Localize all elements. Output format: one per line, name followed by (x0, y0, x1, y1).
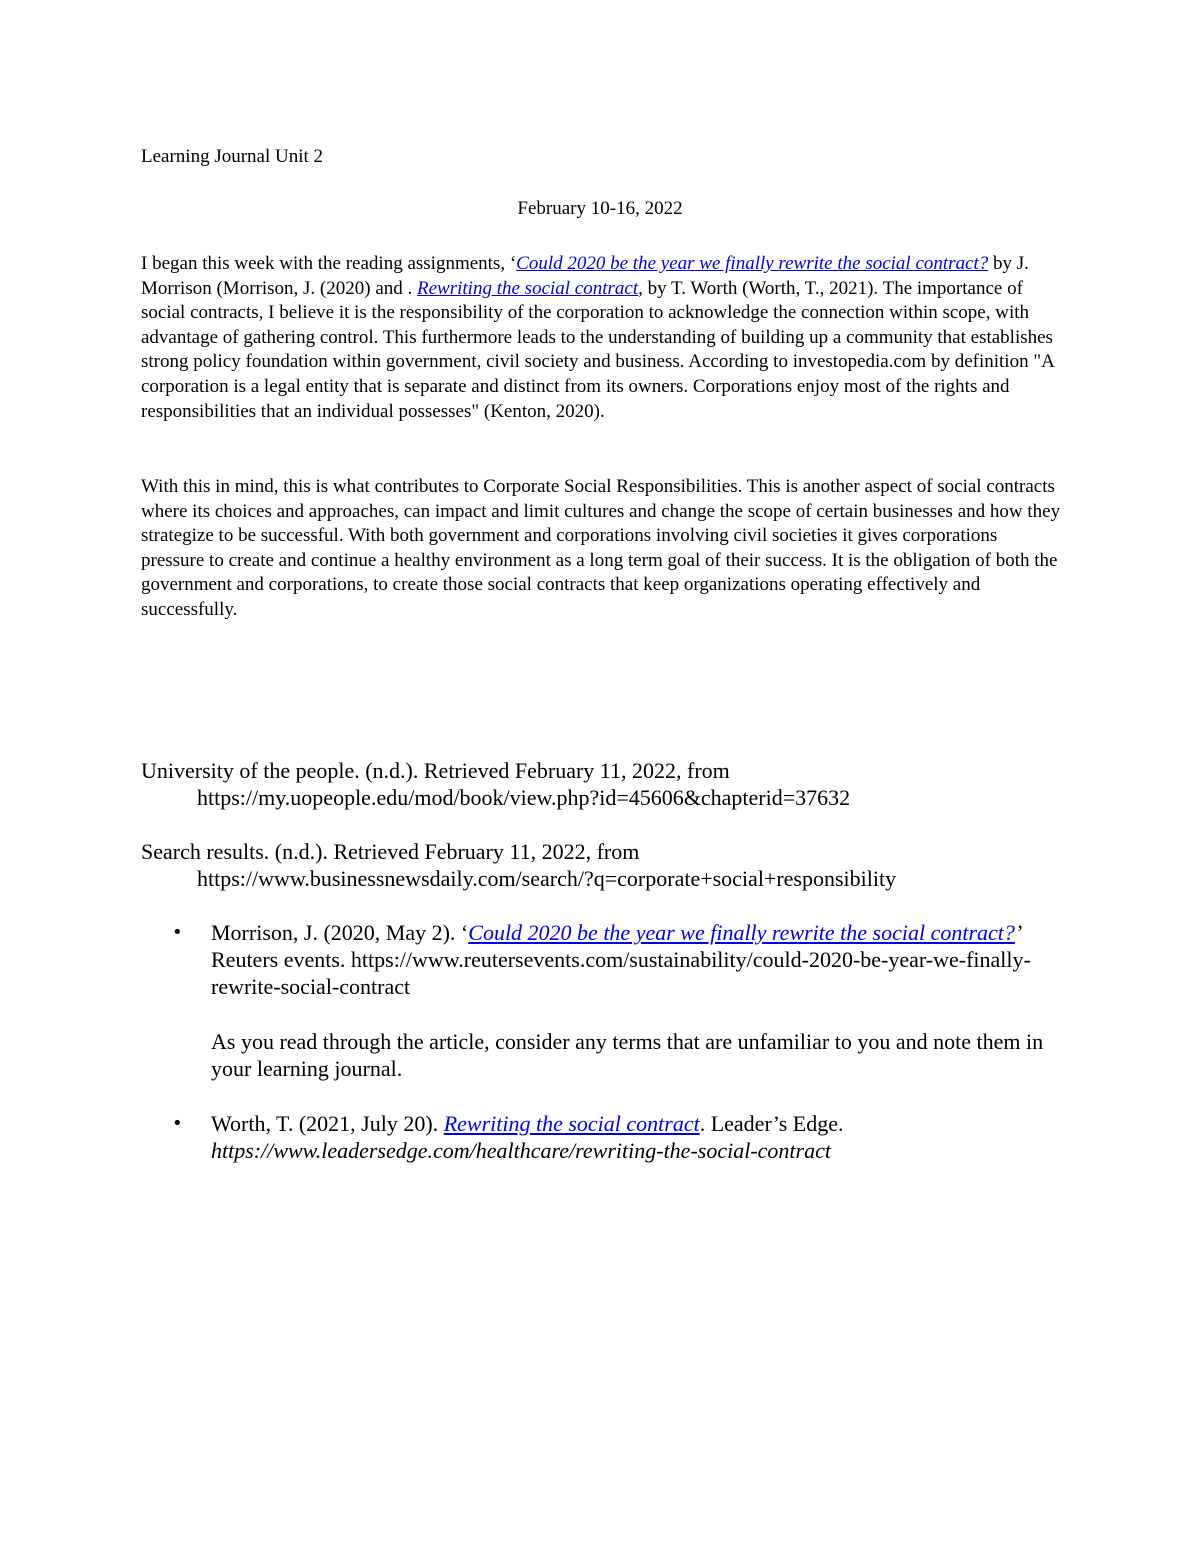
reading-note: As you read through the article, consider any terms that are unfamiliar to you and note them in your learning journal. (211, 1029, 1044, 1081)
morrison-citation-link[interactable]: Could 2020 be the year we finally rewrite the social contract? (468, 920, 1015, 945)
citation-url: https://www.leadersedge.com/healthcare/rewriting-the-social-contract (211, 1138, 831, 1163)
bullet-icon: • (172, 922, 183, 943)
journal-title: Learning Journal Unit 2 (141, 146, 324, 167)
citation-text: Worth, T. (2021, July 20). (211, 1111, 444, 1136)
paragraph-intro (141, 252, 1061, 424)
paragraph-csr: With this in mind, this is what contributes to Corporate Social Responsibilities. This is another aspect of social contracts where its choices and approaches, can impact and limit cultures and change the scope of certain businesses and how they strategize to be successful. With both government and corporations involving civil societies it gives corporations pressure to create and continue a healthy environment as a long term goal of their success. It is the obligation of both the government and corporations, to create those social contracts that keep organizations operating effectively and successfully. (141, 476, 1061, 620)
citation-source: Reuters events. https://www.reutersevents.com/sustainability/could-2020-be-year-we-finally-rewrite-social-contract (211, 947, 1031, 999)
paragraph-text: , by T. Worth (Worth, T., 2021). The importance of social contracts, I believe it is the responsibility of the corporation to acknowledge the connection within scope, with advantage of gathering control. This furthermore leads to the understanding of building up a community that establishes strong policy foundation within government, civil society and business. According to investopedia.com by definition "A corporation is a legal entity that is separate and distinct from its owners. Corporations enjoy most of the rights and responsibilities that an individual possesses" (Kenton, 2020). (141, 277, 1054, 422)
reference-businessnewsdaily (141, 838, 1127, 892)
journal-date: February 10-16, 2022 (517, 198, 683, 219)
bullet-text (211, 1110, 1052, 1164)
worth-citation-link[interactable]: Rewriting the social contract (443, 1111, 700, 1136)
worth-article-link[interactable]: Rewriting the social contract (417, 277, 639, 299)
bullet-morrison (172, 919, 1052, 1000)
reference-uopeople (141, 757, 1127, 811)
citation-text: Morrison, J. (2020, May 2). ‘ (211, 920, 469, 945)
reference-text: University of the people. (n.d.). Retrieved February 11, 2022, from (141, 758, 730, 783)
bullet-icon: • (172, 1113, 183, 1134)
citation-quote-mark: ’ (1014, 920, 1023, 945)
reference-url: https://www.businessnewsdaily.com/search/?q=corporate+social+responsibility (197, 866, 897, 891)
bullet-text (211, 919, 1052, 1000)
reference-text: Search results. (n.d.). Retrieved February 11, 2022, from (141, 839, 640, 864)
citation-source: . Leader’s Edge. (699, 1111, 844, 1136)
reference-url: https://my.uopeople.edu/mod/book/view.php?id=45606&chapterid=37632 (197, 785, 851, 810)
paragraph-text: I began this week with the reading assignments, ‘ (141, 253, 517, 274)
morrison-article-link[interactable]: Could 2020 be the year we finally rewrite the social contract? (516, 253, 989, 274)
bullet-worth (172, 1110, 1052, 1164)
paragraph-text: by J. Morrison (Morrison, J. (2020) and . (141, 253, 1029, 299)
